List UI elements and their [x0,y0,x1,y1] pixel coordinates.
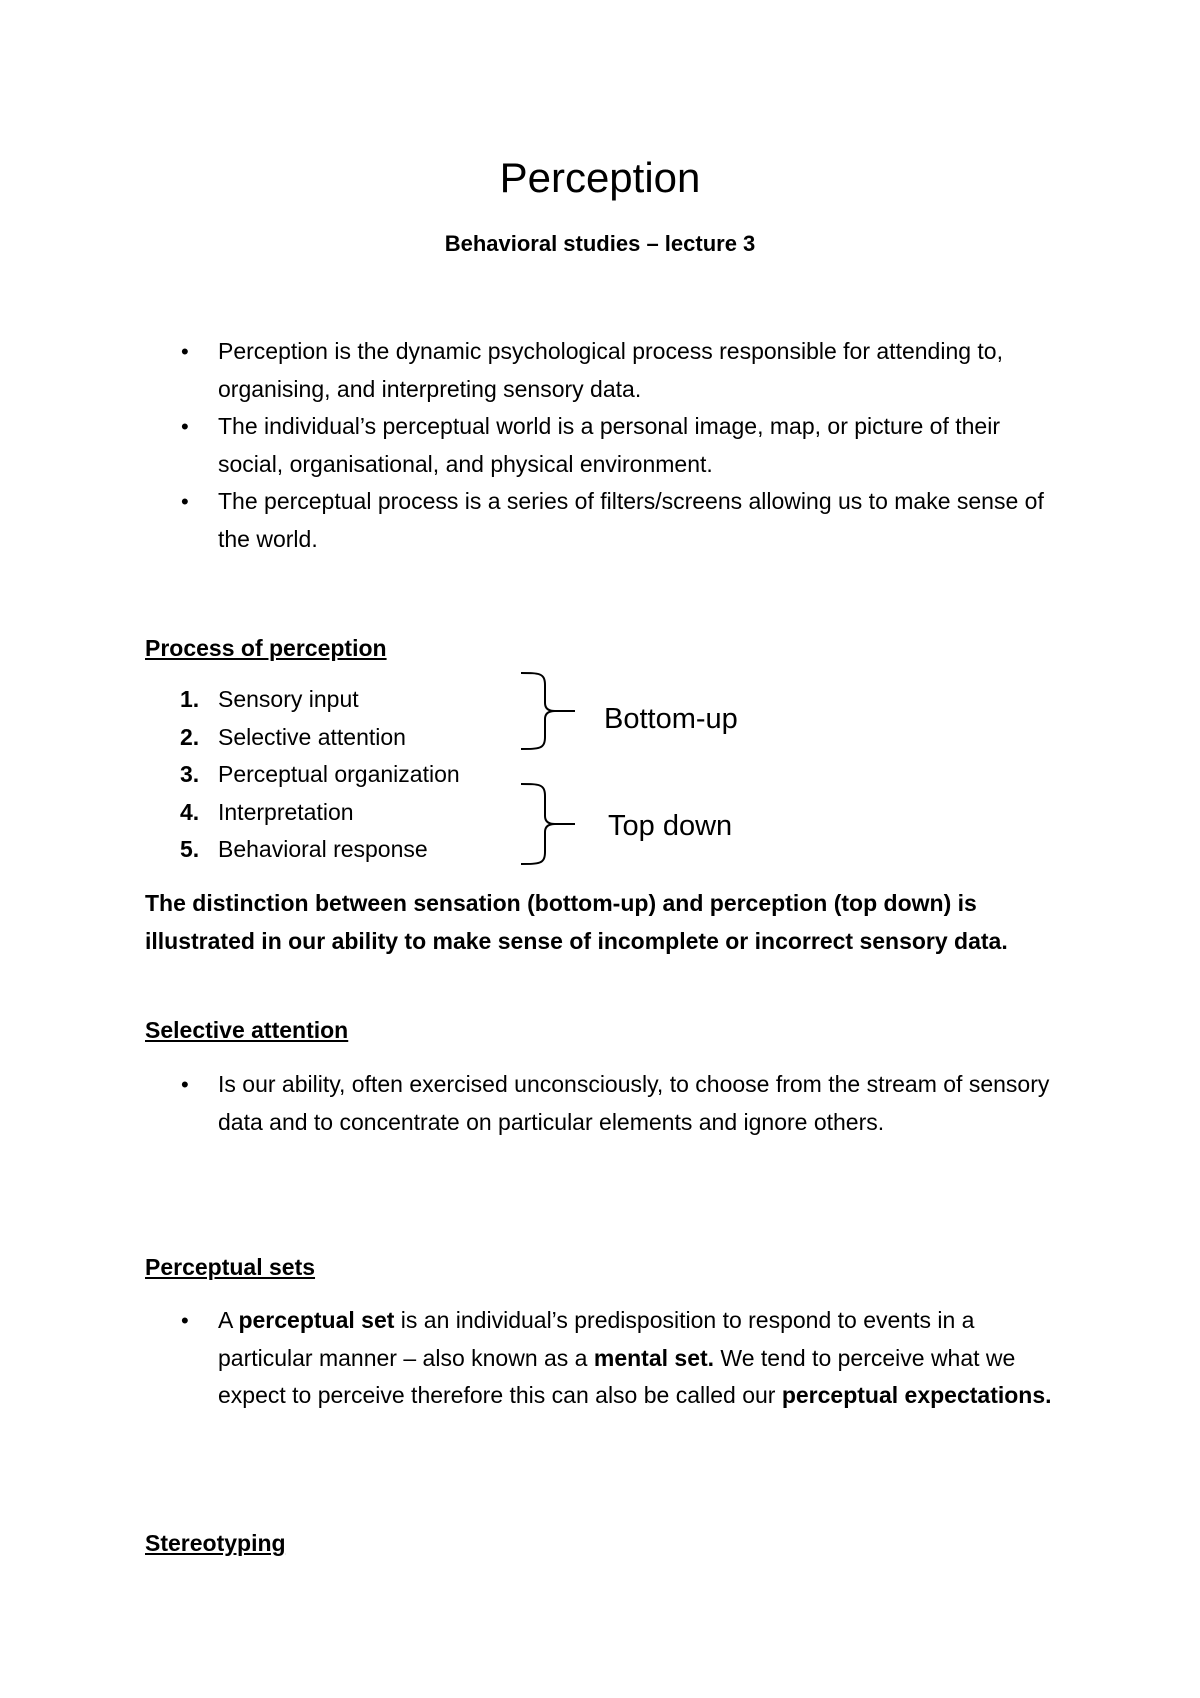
list-item [145,1302,1065,1415]
perceptual-sets-list [145,1302,1065,1415]
process-heading: Process of perception [145,635,387,661]
text-run: We tend to perceive what we expect to perceive therefore this can also be called our [218,1344,1016,1408]
step-number: 2. [180,723,200,750]
list-item: • The perceptual process is a series of filters/screens allowing us to make sense of the world. [145,483,1065,558]
stereotyping-heading: Stereotyping [145,1530,286,1556]
selective-attention-list [145,1066,1065,1141]
bottom-up-brace [515,665,575,755]
page-subtitle: Behavioral studies – lecture 3 [444,231,756,256]
distinction-paragraph: The distinction between sensation (bottom-up) and perception (top down) is illustrated in our ability to make sense of incomplete or incorrect sensory data. [145,890,1008,954]
step-label: Perceptual organization [218,761,460,787]
step-label: Selective attention [218,723,406,750]
list-item: • Is our ability, often exercised unconsciously, to choose from the stream of sensory data and to concentrate on particular elements and ignore others. [145,1066,1065,1141]
bold-term: mental set. [593,1344,715,1371]
step-number: 5. [180,836,200,862]
step-number: 3. [180,761,200,787]
top-down-brace [515,776,575,870]
text-run: is an individual’s predisposition to respond to events in a particular manner – also known as a [218,1307,975,1371]
bottom-up-label: Bottom-up [604,703,738,735]
page-title: Perception [499,154,701,201]
top-down-label: Top down [608,810,733,842]
step-number: 1. [180,686,200,712]
step-label: Interpretation [218,798,354,825]
bold-term: perceptual expectations. [781,1382,1052,1408]
selective-attention-heading: Selective attention [145,1017,349,1043]
list-item: • The individual’s perceptual world is a personal image, map, or picture of their social, organisational, and physical environment. [145,408,1065,483]
step-number: 4. [180,798,200,825]
step-label: Sensory input [218,686,359,712]
bold-term: perceptual set [238,1307,395,1333]
text-run: A [218,1307,239,1333]
intro-bullet-list [145,333,1065,558]
step-label: Behavioral response [218,836,428,862]
perceptual-sets-heading: Perceptual sets [145,1254,316,1280]
list-item: • Perception is the dynamic psychological process responsible for attending to, organising, and interpreting sensory data. [145,333,1065,408]
